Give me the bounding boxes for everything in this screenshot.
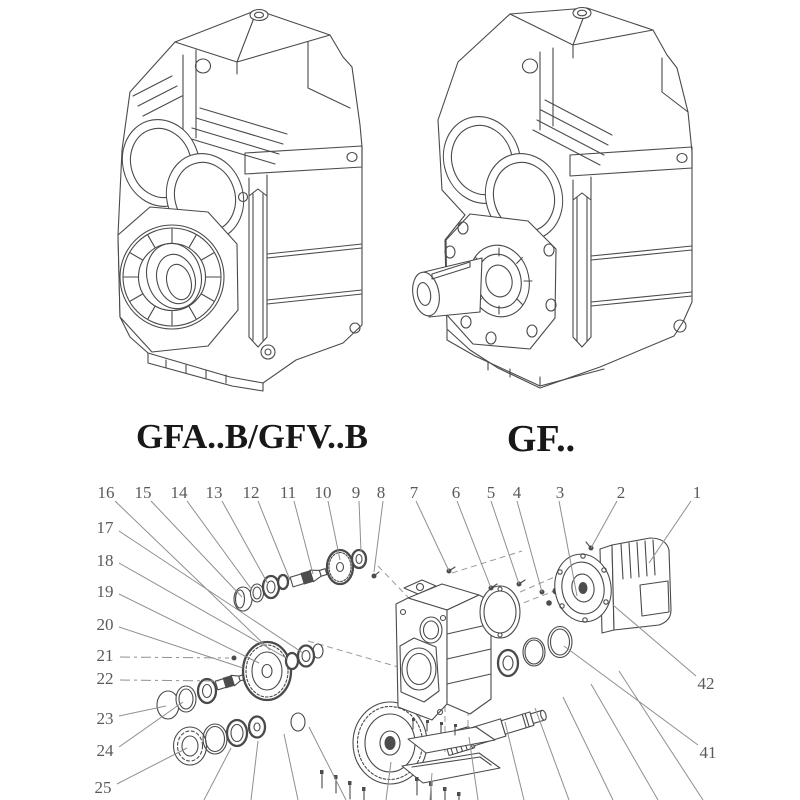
leader-line-5 xyxy=(491,501,519,584)
exploded-diagram xyxy=(95,483,717,800)
leader-line-8 xyxy=(374,501,383,572)
callout-number-19: 19 xyxy=(96,582,114,601)
leader-line-18 xyxy=(119,563,288,659)
leader-line-cutoff-10 xyxy=(591,684,658,800)
leader-line-cutoff-11 xyxy=(619,671,703,800)
figure-label-right: GF.. xyxy=(506,418,576,460)
main-bearing-left xyxy=(118,207,238,352)
output-shaft xyxy=(409,258,482,318)
callout-number-23: 23 xyxy=(96,709,114,728)
input-shaft-assembly xyxy=(234,550,379,611)
retaining-ring xyxy=(157,691,179,719)
callout-number-41: 41 xyxy=(699,743,717,762)
leader-line-cutoff-7 xyxy=(505,722,524,800)
callout-number-9: 9 xyxy=(351,483,361,502)
output-stage-assembly xyxy=(174,702,549,784)
callout-number-17: 17 xyxy=(96,518,114,537)
callout-number-3: 3 xyxy=(555,483,565,502)
oil-seal xyxy=(227,720,247,746)
key-pin xyxy=(232,656,237,661)
flange-gasket xyxy=(480,586,520,638)
leader-line-21 xyxy=(120,657,229,658)
end-cap xyxy=(234,587,252,611)
input-bearing-2 xyxy=(352,550,366,568)
input-pinion-shaft xyxy=(290,566,328,588)
callout-number-4: 4 xyxy=(512,483,522,502)
callout-number-22: 22 xyxy=(96,669,114,688)
leader-line-16 xyxy=(115,501,270,650)
terminal-box xyxy=(640,581,669,616)
bearing-cage xyxy=(174,727,207,765)
motor-assembly xyxy=(550,538,671,633)
leader-line-14 xyxy=(187,501,252,590)
leader-line-cutoff-3 xyxy=(309,727,346,800)
callout-number-25: 25 xyxy=(94,778,112,797)
motor-shaft xyxy=(579,582,588,594)
gearbox-figure-right xyxy=(409,8,692,389)
callout-number-11: 11 xyxy=(279,483,297,502)
intermediate-pinion-shaft xyxy=(215,672,246,691)
callout-number-8: 8 xyxy=(376,483,386,502)
figure-label-left: GFA..B/GFV..B xyxy=(135,417,369,456)
snap-ring-3 xyxy=(523,638,545,666)
leader-line-7 xyxy=(416,501,449,571)
leader-line-1 xyxy=(649,501,691,563)
callout-number-18: 18 xyxy=(96,551,114,570)
callout-number-10: 10 xyxy=(314,483,332,502)
callout-number-21: 21 xyxy=(96,646,114,665)
callout-number-15: 15 xyxy=(134,483,152,502)
callout-number-42: 42 xyxy=(697,674,715,693)
callout-number-5: 5 xyxy=(486,483,496,502)
callout-number-20: 20 xyxy=(96,615,114,634)
washer xyxy=(278,575,288,589)
leader-line-4 xyxy=(517,501,542,592)
leader-line-cutoff-8 xyxy=(535,708,569,800)
leader-line-11 xyxy=(294,501,313,574)
snap-ring-2 xyxy=(313,644,323,658)
callout-number-24: 24 xyxy=(96,741,114,760)
callout-number-13: 13 xyxy=(205,483,223,502)
callout-number-1: 1 xyxy=(692,483,702,502)
leader-line-9 xyxy=(359,501,361,552)
leader-line-cutoff-2 xyxy=(284,734,298,800)
leader-line-6 xyxy=(457,501,491,588)
leader-line-20 xyxy=(119,627,243,668)
leader-line-cutoff-9 xyxy=(563,697,613,800)
leader-line-13 xyxy=(222,501,268,584)
callout-number-16: 16 xyxy=(97,483,115,502)
spacer xyxy=(291,713,305,731)
spacer-ring-41 xyxy=(548,627,572,658)
callout-number-14: 14 xyxy=(170,483,188,502)
bearing-2 xyxy=(298,646,314,667)
motor-side-bearing xyxy=(498,650,518,676)
callout-number-7: 7 xyxy=(409,483,419,502)
callout-number-12: 12 xyxy=(242,483,260,502)
leader-line-2 xyxy=(591,501,617,548)
gearbox-figure-left xyxy=(111,10,362,392)
leader-line-25 xyxy=(117,748,187,784)
leader-line-12 xyxy=(258,501,290,580)
callout-number-2: 2 xyxy=(616,483,626,502)
leader-line-cutoff-0 xyxy=(204,748,231,800)
circlip xyxy=(203,724,227,754)
callout-number-6: 6 xyxy=(451,483,461,502)
leader-line-23 xyxy=(119,706,166,716)
intermediate-bearing xyxy=(198,679,216,703)
washer-2 xyxy=(286,653,298,669)
leader-line-cutoff-1 xyxy=(251,741,258,800)
output-flange-right xyxy=(409,214,556,349)
